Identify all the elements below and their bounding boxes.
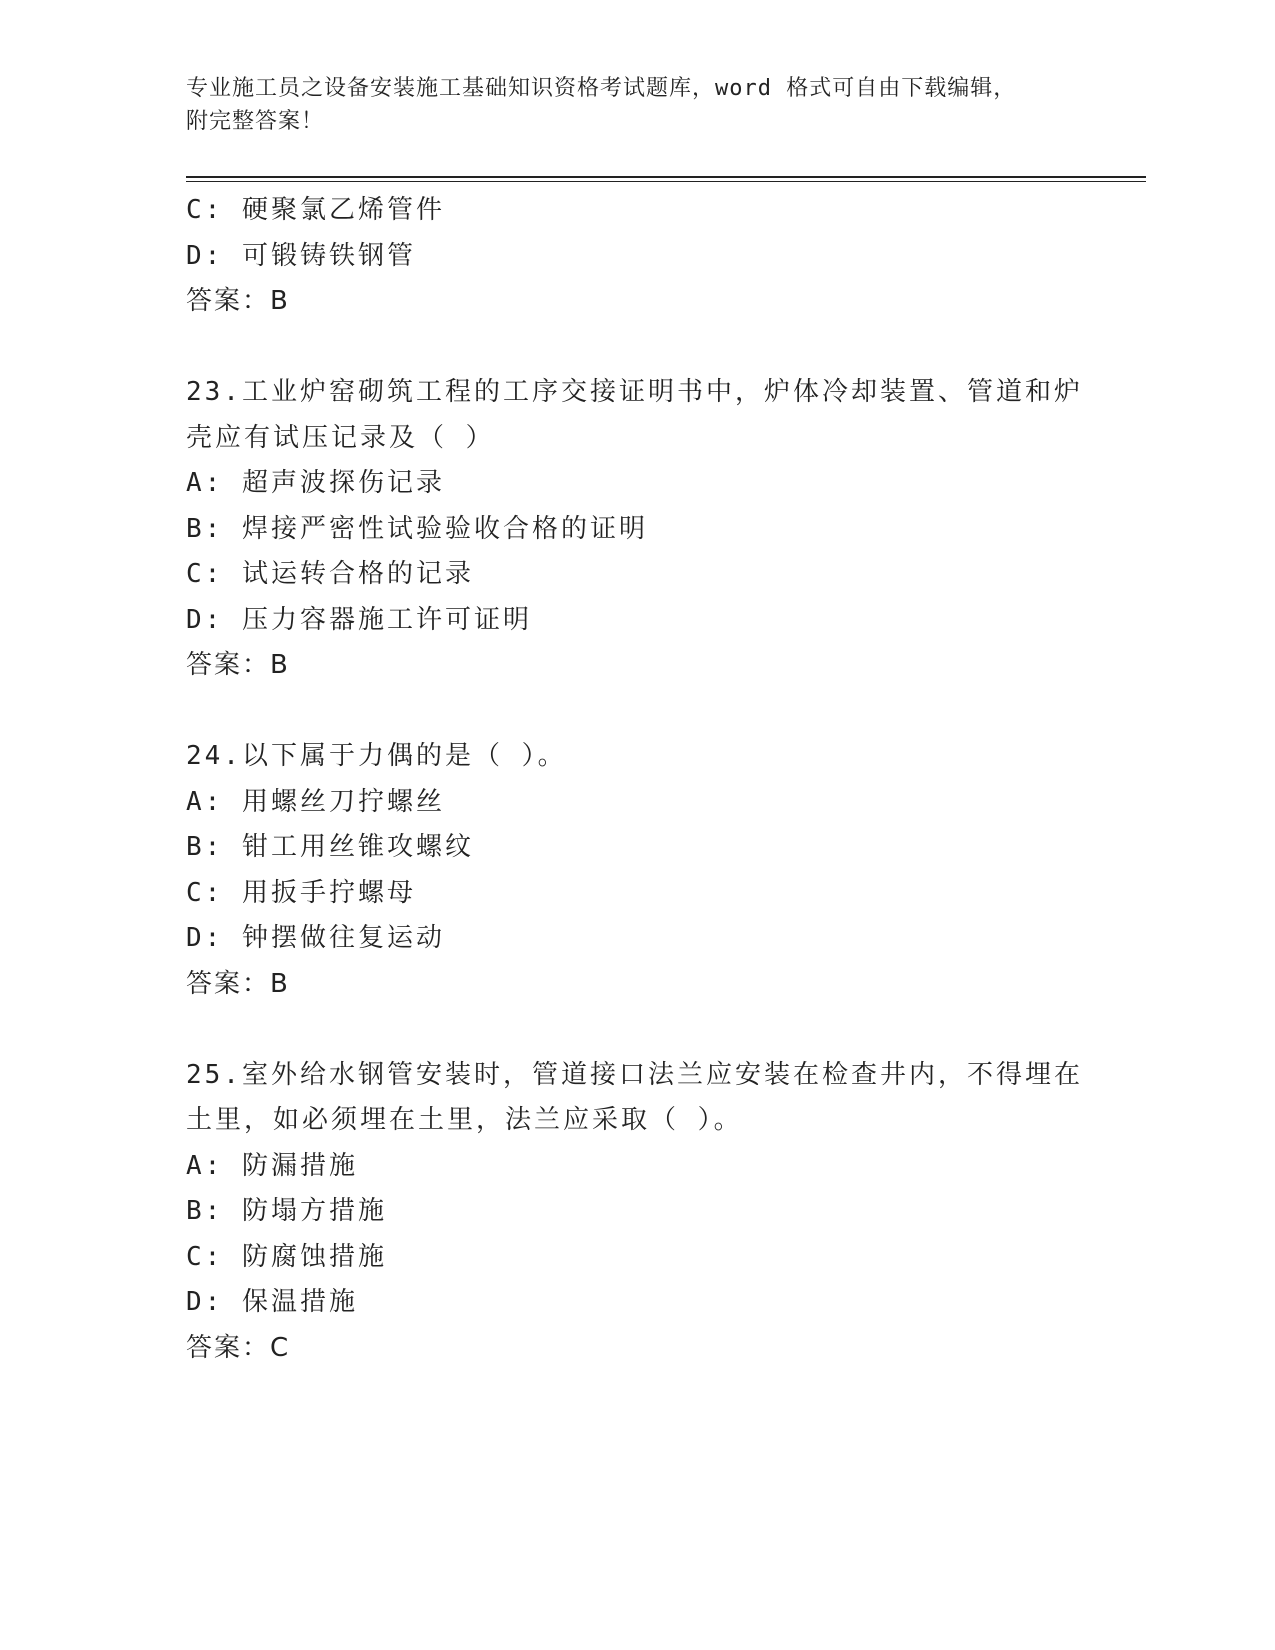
answer: 答案：B	[186, 968, 290, 999]
option-d: D: 可锻铸铁钢管	[186, 240, 416, 271]
question-gap	[186, 689, 1086, 735]
option-d: D: 保温措施	[186, 1287, 358, 1317]
question-25	[186, 1053, 1086, 1372]
option-d: D: 压力容器施工许可证明	[186, 604, 532, 635]
option-c: C: 硬聚氯乙烯管件	[186, 195, 445, 225]
question-gap	[186, 325, 1086, 371]
option-c: C: 用扳手拧螺母	[186, 877, 416, 908]
question-stem-line-1: 23.工业炉窑砌筑工程的工序交接证明书中，炉体冷却装置、管道和炉	[186, 377, 1083, 407]
question-gap	[186, 1007, 1086, 1053]
option-b: B: 防塌方措施	[186, 1196, 387, 1226]
option-a: A: 超声波探伤记录	[186, 468, 445, 498]
question-24	[186, 734, 1086, 1007]
option-b: B: 钳工用丝锥攻螺纹	[186, 832, 474, 862]
answer: 答案：C	[186, 1332, 291, 1363]
answer: 答案：B	[186, 650, 290, 680]
option-c: C: 试运转合格的记录	[186, 559, 474, 589]
question-22-tail	[186, 188, 1086, 325]
answer: 答案：B	[186, 286, 290, 316]
question-stem-line-1: 25.室外给水钢管安装时，管道接口法兰应安装在检查井内，不得埋在	[186, 1059, 1083, 1090]
option-a: A: 用螺丝刀拧螺丝	[186, 786, 445, 817]
header-line-1: 专业施工员之设备安装施工基础知识资格考试题库，word 格式可自由下载编辑，	[186, 76, 1017, 101]
header-divider-thin	[186, 181, 1146, 182]
option-d: D: 钟摆做往复运动	[186, 923, 445, 953]
question-list	[186, 188, 1086, 1371]
question-stem-line-2: 壳应有试压记录及（ ）	[186, 422, 495, 453]
option-b: B: 焊接严密性试验验收合格的证明	[186, 513, 648, 544]
question-stem-line-2: 土里，如必须埋在土里，法兰应采取（ ）。	[186, 1105, 743, 1135]
option-c: C: 防腐蚀措施	[186, 1241, 387, 1272]
option-a: A: 防漏措施	[186, 1150, 358, 1181]
header-line-2: 附完整答案！	[186, 109, 325, 134]
question-stem-line-1: 24.以下属于力偶的是（ ）。	[186, 741, 567, 771]
header-divider-thick	[186, 176, 1146, 178]
document-header	[186, 72, 1086, 138]
question-23	[186, 370, 1086, 689]
